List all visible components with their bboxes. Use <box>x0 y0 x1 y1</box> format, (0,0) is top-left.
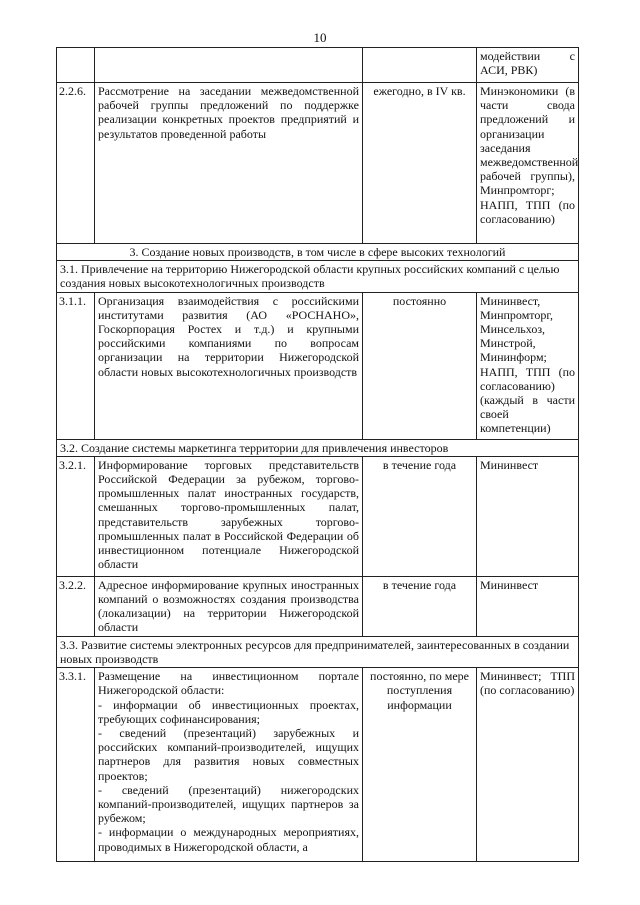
row-number <box>57 48 95 83</box>
row-number: 3.2.1. <box>57 456 95 576</box>
measures-table <box>56 47 579 862</box>
executor-cell: Мининвест <box>477 456 579 576</box>
subsection-heading: 3.2. Создание системы маркетинга территории для привлечения инвесторов <box>57 439 579 456</box>
executor-cell: Мининвест <box>477 576 579 636</box>
measure-line: - сведений (презентаций) нижегородских компаний-производителей, ищущих партнеров за рубежом; <box>98 782 359 826</box>
term-cell: постоянно, по мере поступления информации <box>363 668 477 862</box>
table-row <box>57 456 579 576</box>
page-number: 10 <box>313 30 327 45</box>
subsection-row <box>57 636 579 667</box>
measure-cell: Организация взаимодействия с российскими институтами развития (АО «РОСНАНО», Госкорпорация Ростех и т.д.) и крупными российскими компаниями по вопросам организации на территории Нижегородской области новых высокотехнологичных производств <box>95 292 363 439</box>
table-row <box>57 292 579 439</box>
row-number: 3.2.2. <box>57 576 95 636</box>
measure-cell: Информирование торговых представительств Российской Федерации за рубежом, торгово-промышленных палат иностранных государств, смешанных торгово-промышленных палат, представительств зарубежных торгово-промышленных палат в Российской Федерации об инвестиционном потенциале Нижегородской области <box>95 456 363 576</box>
executor-cell: модействии с АСИ, РВК) <box>477 48 579 83</box>
section-row <box>57 244 579 261</box>
executor-cell: Мининвест, Минпромторг, Минсельхоз, Минстрой, Мининформ; НАПП, ТПП (по согласованию) (каждый в части своей компетенции) <box>477 292 579 439</box>
term-cell: ежегодно, в IV кв. <box>363 83 477 244</box>
table-row <box>57 83 579 244</box>
row-number: 2.2.6. <box>57 83 95 244</box>
measure-line: - информации об инвестиционных проектах, требующих софинансирования; <box>98 697 359 726</box>
term-cell: постоянно <box>363 292 477 439</box>
row-number: 3.3.1. <box>57 668 95 862</box>
table-row <box>57 668 579 862</box>
measure-cell <box>95 48 363 83</box>
measure-line: Размещение на инвестиционном портале Нижегородской области: <box>98 669 359 698</box>
measure-line: - информации о международных мероприятиях, проводимых в Нижегородской области, а <box>98 825 359 854</box>
measure-cell: Адресное информирование крупных иностранных компаний о возможностях создания производства (локализации) на территории Нижегородской области <box>95 576 363 636</box>
term-cell <box>363 48 477 83</box>
table-row <box>57 576 579 636</box>
row-number: 3.1.1. <box>57 292 95 439</box>
subsection-heading: 3.1. Привлечение на территорию Нижегородской области крупных российских компаний с целью создания новых высокотехнологичных производств <box>57 261 579 292</box>
section-heading: 3. Создание новых производств, в том числе в сфере высоких технологий <box>57 244 579 261</box>
term-cell: в течение года <box>363 456 477 576</box>
measure-line: - сведений (презентаций) зарубежных и российских компаний-производителей, ищущих партнеров для развития новых совместных проектов; <box>98 726 359 783</box>
table-row <box>57 48 579 83</box>
measure-cell: Рассмотрение на заседании межведомственной рабочей группы предложений по поддержке реализации конкретных проектов предприятий и результатов проведенной работы <box>95 83 363 244</box>
subsection-row <box>57 261 579 292</box>
executor-cell: Мининвест; ТПП (по согласованию) <box>477 668 579 862</box>
executor-cell: Минэкономики (в части свода предложений и организации заседания межведомственной рабочей группы), Минпромторг; НАПП, ТПП (по согласованию) <box>477 83 579 244</box>
subsection-row <box>57 439 579 456</box>
subsection-heading: 3.3. Развитие системы электронных ресурсов для предпринимателей, заинтересованных в создании новых производств <box>57 636 579 667</box>
term-cell: в течение года <box>363 576 477 636</box>
measure-cell <box>95 668 363 862</box>
